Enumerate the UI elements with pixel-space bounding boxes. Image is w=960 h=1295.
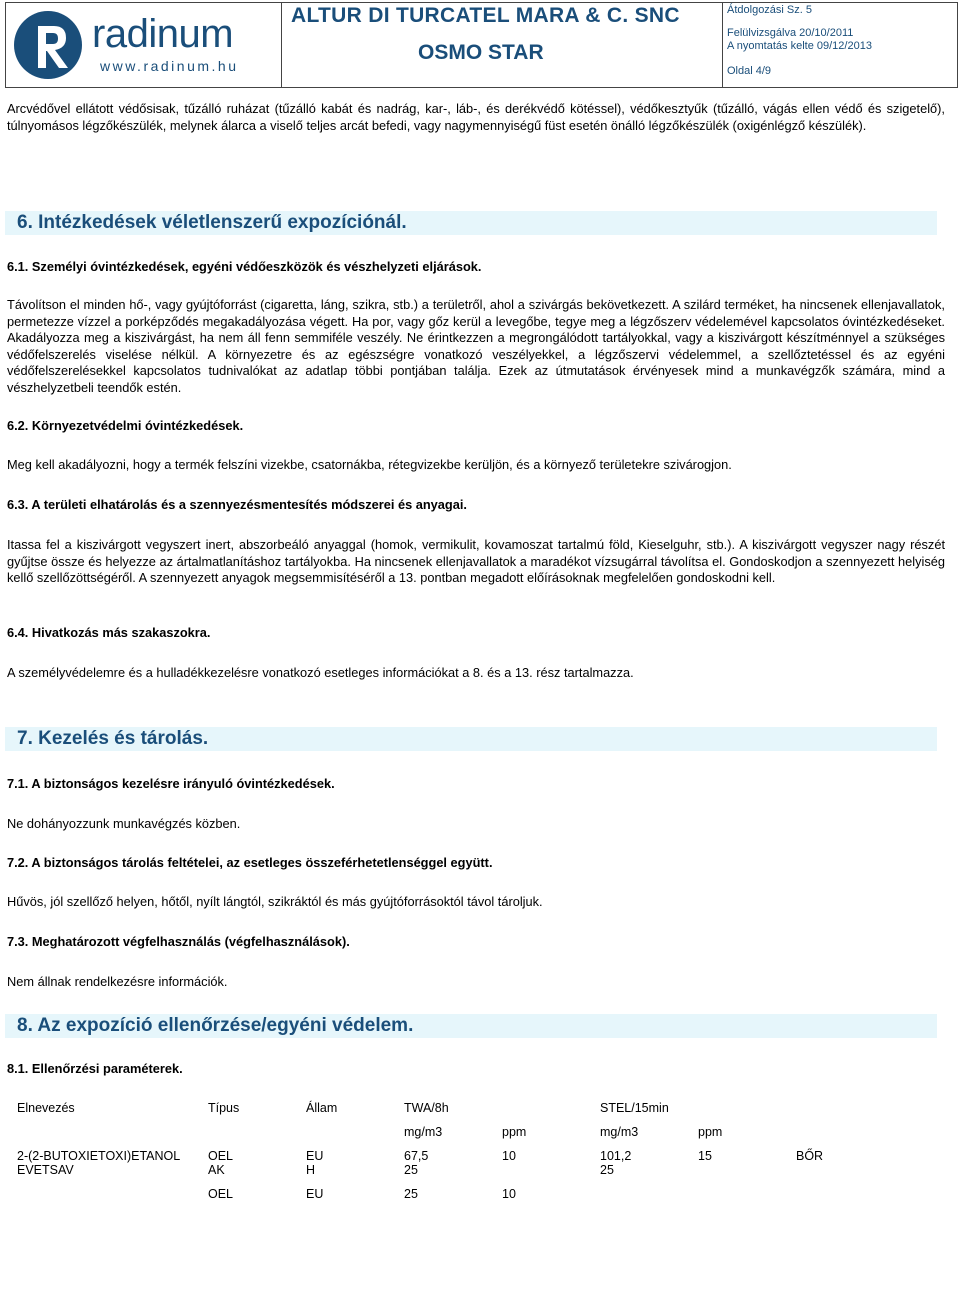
section-7-1-title: 7.1. A biztonságos kezelésre irányuló óvintézkedések.	[7, 776, 335, 791]
section-6-3-text: Itassa fel a kiszivárgott vegyszert inert, abszorbeáló anyaggal (homok, vermikulit, kovamoszat tartalmú föld, Kieselguhr, stb.). A kiszivárgott vegyszer nagy részét gyűjtse össze és helyezze az ártalmatlanításhoz tartályokba. Ha nincsenek ellenjavallatok a maradékot vízsugárral távolítsa el. Gondoskodjon a szennyezett helyiség kellő szellőzöttségéről. A szennyezett anyagok megsemmisítéséről a 13. pontban megadott előírásoknak megfelelően gondoskodni kell.	[7, 537, 945, 585]
section-6-title: 6. Intézkedések véletlenszerű expozíciónál.	[17, 212, 407, 233]
col-header-type: Típus	[208, 1101, 240, 1115]
company-logo	[10, 8, 240, 82]
table-cell: 67,5	[404, 1149, 429, 1163]
table-cell: EU	[306, 1187, 324, 1201]
header-divider	[722, 3, 723, 87]
company-name: ALTUR DI TURCATEL MARA & C. SNC	[291, 4, 680, 27]
section-8-heading	[5, 1014, 937, 1038]
radinum-logo-icon	[10, 8, 90, 82]
review-date: Felülvizsgálva 20/10/2011	[727, 27, 854, 39]
section-6-4-title: 6.4. Hivatkozás más szakaszokra.	[7, 625, 211, 640]
section-7-1-text: Ne dohányozzunk munkavégzés közben.	[7, 816, 241, 831]
section-6-1-text: Távolítson el minden hő-, vagy gyújtóforrást (cigaretta, láng, szikra, stb.) a területről, ahol a szivárgás bekövetkezett. A szilárd terméket, ha nincsenek ellenjavallatok, permetezze vízzel a porképződés megakadályozása végett. Ha por, vagy gőz kerül a levegőbe, tegye meg a légzőszerv védelemével kapcsolatos óvintézkedéseket. Akadályozza meg a kiszivárgást, ha nem áll fenn semmiféle veszély. Ne érintkezzen a megrongálódott tartályokkal, vagy a kiszivárgott készítménnyel a szükséges védőfelszerelés viselése nélkül. A környezetre és az egészségre vonatkozó veszélyekkel, a légzőszervi védelemmel, a szellőztetéssel és az egyéni védőfelszerelésekkel kapcsolatos tudnivalókat az adatlap többi pontjában találja. Ezek az útmutatások érvényesek mind a munkavégzők számára, mind a vészhelyzetbeli teendők estén.	[7, 297, 945, 395]
table-cell: EU	[306, 1149, 324, 1163]
table-cell: OEL	[208, 1149, 234, 1163]
unit-stel-ppm: ppm	[698, 1125, 723, 1139]
col-header-twa: TWA/8h	[404, 1101, 449, 1115]
revision-number: Átdolgozási Sz. 5	[727, 4, 812, 16]
table-cell: 10	[502, 1187, 516, 1201]
logo-wordmark: radinum	[92, 12, 234, 56]
section-6-3-title: 6.3. A területi elhatárolás és a szennyezésmentesítés módszerei és anyagai.	[7, 497, 467, 512]
section-7-3-title: 7.3. Meghatározott végfelhasználás (végfelhasználások).	[7, 934, 350, 949]
section-7-2-title: 7.2. A biztonságos tárolás feltételei, az esetleges összeférhetetlenséggel együtt.	[7, 855, 493, 870]
table-cell: H	[306, 1163, 316, 1177]
col-header-name: Elnevezés	[17, 1101, 75, 1115]
table-cell: 15	[698, 1149, 712, 1163]
unit-twa-ppm: ppm	[502, 1125, 527, 1139]
section-6-heading	[5, 211, 937, 235]
table-cell: BŐR	[796, 1149, 824, 1163]
product-name: OSMO STAR	[418, 41, 544, 64]
section-7-heading	[5, 727, 937, 751]
section-7-2-text: Hűvös, jól szellőző helyen, hőtől, nyílt lángtól, szikráktól és más gyújtóforrásoktól távol tároljuk.	[7, 894, 543, 909]
substance-synonym: EVETSAV	[17, 1163, 74, 1177]
section-6-2-title: 6.2. Környezetvédelmi óvintézkedések.	[7, 418, 244, 433]
substance-name: 2-(2-BUTOXIETOXI)ETANOL	[17, 1149, 181, 1163]
intro-paragraph: Arcvédővel ellátott védősisak, tűzálló ruházat (tűzálló kabát és nadrág, kar-, láb-, és derékvédő kötéssel), védőkesztyűk (tűzálló, vágás ellen védő és szigetelő), túlnyomásos légzőkészülék, melynek álarca a viselő teljes arcát befedi, vagy nagymennyiségű füst esetén önálló légzőkészülék (oxigénlégző készülék).	[7, 101, 945, 133]
section-6-1-title: 6.1. Személyi óvintézkedések, egyéni védőeszközök és vészhelyzeti eljárások.	[7, 259, 482, 274]
table-cell: AK	[208, 1163, 225, 1177]
section-6-2-text: Meg kell akadályozni, hogy a termék felszíni vizekbe, csatornákba, rétegvizekbe kerüljön, és a környező területekre szivárogjon.	[7, 457, 732, 472]
section-6-4-text: A személyvédelemre és a hulladékkezelésre vonatkozó esetleges információkat a 8. és a 13. rész tartalmazza.	[7, 665, 634, 680]
unit-stel-mg: mg/m3	[600, 1125, 639, 1139]
table-cell: 25	[404, 1163, 418, 1177]
header-divider	[281, 3, 282, 87]
table-cell: OEL	[208, 1187, 234, 1201]
unit-twa-mg: mg/m3	[404, 1125, 443, 1139]
section-8-title: 8. Az expozíció ellenőrzése/egyéni védelem.	[17, 1015, 414, 1036]
table-cell: 10	[502, 1149, 516, 1163]
print-date: A nyomtatás kelte 09/12/2013	[727, 40, 872, 52]
col-header-stel: STEL/15min	[600, 1101, 669, 1115]
page-number: Oldal 4/9	[727, 65, 772, 77]
section-7-title: 7. Kezelés és tárolás.	[17, 728, 209, 749]
table-cell: 101,2	[600, 1149, 632, 1163]
section-7-3-text: Nem állnak rendelkezésre információk.	[7, 974, 228, 989]
col-header-state: Állam	[306, 1101, 338, 1115]
table-cell: 25	[600, 1163, 614, 1177]
table-cell: 25	[404, 1187, 418, 1201]
logo-url: www.radinum.hu	[100, 58, 239, 74]
section-8-1-title: 8.1. Ellenőrzési paraméterek.	[7, 1061, 183, 1076]
